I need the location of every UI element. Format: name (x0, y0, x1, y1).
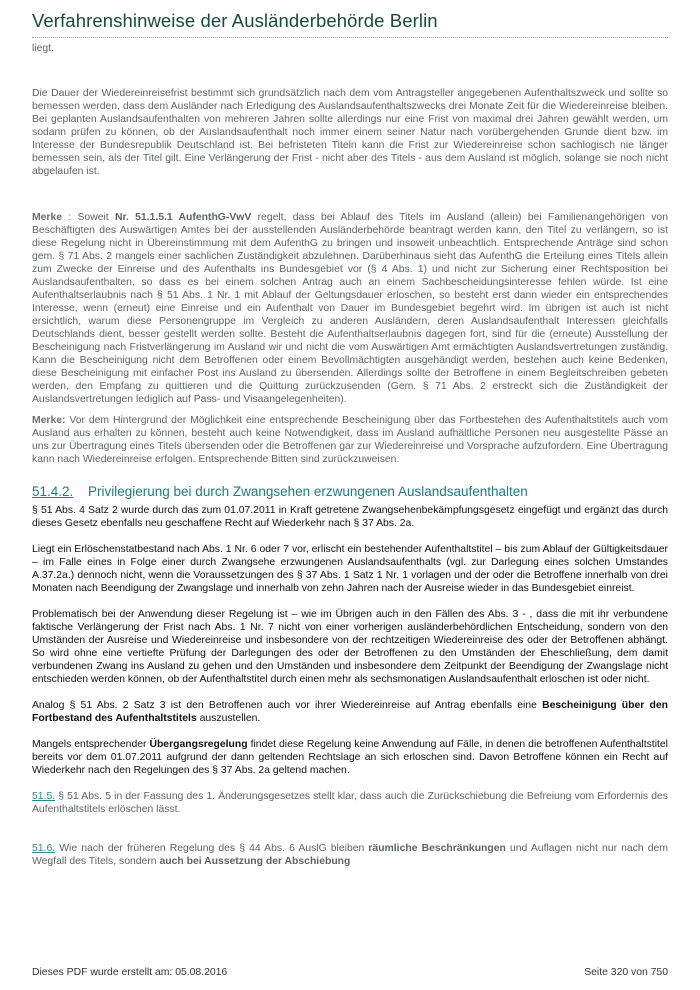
page-header (32, 10, 668, 38)
paragraph-problematisch: Problematisch bei der Anwendung dieser Regelung ist – wie im Übrigen auch in den Fällen des Abs. 3 - , dass die mit ihr verbundene faktische Verlängerung der Frist nach Abs. 1 Nr. 7 nicht von einer vorherigen ausländerbehördlichen Entscheidung, sondern von den Umständen der Ausreise und Wiedereinreise und insbesondere von der rechtzeitigen Wiedereinreise des oder der Betroffenen abhängt. So wird ohne eine vertiefte Prüfung der Darlegungen des oder der Betroffenen zu den Umständen der Eheschließung, dem damit verbundenen Zwang ins Ausland zu gehen und den Umständen und insbesondere dem Zeitpunkt der Beendigung der Zwangslage nicht entschieden werden können, ob der Aufenthaltstitel durch einen mehr als sechsmonatigen Auslandsaufenthalt erloschen ist oder nicht. (32, 609, 668, 685)
section-number[interactable]: 51.4.2. (32, 484, 74, 499)
analog-text: Analog § 51 Abs. 2 Satz 3 ist den Betroffenen auch vor ihrer Wiedereinreise auf Antrag ebenfalls eine (32, 700, 543, 711)
merke-label: Merke (32, 212, 63, 223)
paragraph-merke-2 (32, 414, 668, 466)
section-heading-text: Privilegierung bei durch Zwangsehen erzwungenen Auslandsaufenthalten (88, 484, 528, 499)
merke-reference: Nr. 51.1.5.1 AufenthG-VwV (114, 212, 252, 223)
page-title: Verfahrenshinweise der Ausländerbehörde Berlin (32, 10, 438, 31)
text-51-5: § 51 Abs. 5 in der Fassung des 1. Änderungsgesetzes stellt klar, dass auch die Zurückschiebung die Befreiung vom Erfordernis des Aufenthaltstitels erlöschen lässt. (32, 791, 668, 815)
uebergang-end: findet diese Regelung keine Anwendung auf Fälle, in denen die betroffenen Aufenthaltstitel bereits vor dem 01.07.2011 aufgrund der dann geltenden Rechtslage an sich erloschen sind. Davon Betroffene können ein Recht auf Wiederkehr nach den Regelungen des § 37 Abs. 2a geltend machen. (32, 739, 668, 776)
paragraph-zwangsehe-intro: § 51 Abs. 4 Satz 2 wurde durch das zum 01.07.2011 in Kraft getretene Zwangsehenbekämpfungsgesetz eingefügt und ergänzt das durch dieses Gesetz ebenfalls neu geschaffene Recht auf Wiederkehr nach § 37 Abs. 2a. (32, 505, 668, 529)
paragraph-continuation: liegt. (32, 43, 54, 54)
paragraph-merke-1 (32, 211, 668, 406)
uebergang-text: Mangels entsprechender (32, 739, 150, 750)
merke-label-2: Merke: (32, 415, 66, 426)
section-heading-51-4-2 (32, 484, 668, 500)
merke-sep: : Soweit (62, 212, 115, 223)
text-51-6-bold-2: auch bei Aussetzung der Abschiebung (159, 856, 351, 867)
ref-51-5-link[interactable]: 51.5. (32, 791, 56, 802)
document-body (32, 42, 668, 868)
merke-text-2: Vor dem Hintergrund der Möglichkeit eine entsprechende Bescheinigung über das Fortbestehen des Aufenthaltstitels auch vom Ausland aus erhalten zu können, besteht auch keine Notwendigkeit, dass im Ausland aufhältliche Personen neu ausgestellte Pässe an uns zur Übertragung eines Titels übersenden oder die Betroffenen gar zur Wiedereinreise und Vorsprache aufzufordern. Eine Übertragung kann nach Wiedereinreise erfolgen. Entsprechende Bitten sind zurückzuweisen. (32, 415, 668, 465)
analog-end: auszustellen. (196, 713, 261, 724)
paragraph-51-6 (32, 842, 668, 868)
text-51-6-a: Wie nach der früheren Regelung des § 44 Abs. 6 AuslG bleiben (55, 843, 369, 854)
paragraph-wiedereinreisefrist: Die Dauer der Wiedereinreisefrist bestimmt sich grundsätzlich nach dem vom Antragsteller angegebenen Aufenthaltszweck und sollte so bemessen werden, dass dem Ausländer nach Erledigung des Auslandsaufenthaltszwecks drei Monate Zeit für die Wiedereinreise bleiben. Bei geplanten Auslandsaufenthalten von mehreren Jahren sollte allerdings nur eine Frist von maximal drei Jahren gewählt werden, um sodann prüfen zu können, ob der Auslandsaufenthalt noch immer einem seiner Natur nach vorübergehenden Grunde dient bzw. im Interesse der Bundesrepublik Deutschland ist. Bei befristeten Titeln kann die Frist zur Wiedereinreise schon sachlogisch nie länger bemessen sein, als der Titel gilt. Eine Verlängerung der Frist - nicht aber des Titels - aus dem Ausland ist möglich, solange sie noch nicht abgelaufen ist. (32, 88, 668, 177)
ref-51-6-link[interactable]: 51.6. (32, 843, 56, 854)
paragraph-51-5 (32, 790, 668, 816)
page-footer (32, 967, 668, 978)
paragraph-erloeschen: Liegt ein Erlöschenstatbestand nach Abs. 1 Nr. 6 oder 7 vor, erlischt ein bestehender Aufenthaltstitel – bis zum Ablauf der Gültigkeitsdauer – im Falle eines in Folge einer durch Zwangsehe erzwungenen Auslandsaufenthalts (vgl. zur Darlegung eines solchen Umstandes A.37.2a.) dennoch nicht, wenn die Voraussetzungen des § 37 Abs. 1 Satz 1 Nr. 1 vorlagen und der oder die Betroffene innerhalb von drei Monaten nach Beendigung der Zwangslage und innerhalb von zehn Jahren nach der Ausreise wieder in das Bundesgebiet einreist. (32, 544, 668, 594)
analog-bold: Bescheinigung über den Fortbestand des Aufenthaltstitels (32, 700, 668, 724)
text-51-6-bold-1: räumliche Beschränkungen (368, 843, 506, 854)
text-51-6-c: und Auflagen nicht nur nach dem Wegfall des Titels, sondern (32, 843, 668, 867)
merke-text: regelt, dass bei Ablauf des Titels im Ausland (allein) bei Familienangehörigen von Beschäftigten des Auswärtigen Amtes bei der ausstellenden Ausländerbehörde beantragt werden kann, den Titel zu verlängern, so ist diese Regelung nicht in Übereinstimmung mit dem AufenthG zu bringen und insoweit unbeachtlich. Entsprechende Anträge sind schon gem. § 71 Abs. 2 mangels einer sachlichen Zuständigkeit abzulehnen. Darüberhinaus sieht das AufenthG die Erteilung eines Titels allein zum Zwecke der Einreise und des Aufenthalts ins Bundesgebiet vor (§ 4 Abs. 1) und nicht zur Sicherung einer Rechtsposition bei Auslandsaufenthalten, so dass es bei einem solchen Antrag auch an einem Sachbescheidungsinteresse fehlen würde. Ist eine Aufenthaltserlaubnis nach § 51 Abs. 1 Nr. 1 mit Ablauf der Geltungsdauer erloschen, so besteht erst dann wieder ein entsprechendes Interesse, wenn (erneut) eine Einreise und ein Aufenthalt von Dauer im Bundesgebiet begehrt wird. Im übrigen ist auch ist nicht ersichtlich, warum diese Personengruppe im Vergleich zu anderen Ausländern, deren Auslandsaufenthalt Interessen gleichfalls Deutschlands dient, besser gestellt werden sollte. Besteht die Aufenthaltserlaubnis dagegen fort, sind für die (erneute) Ausstellung der Bescheinigung nach Fristverlängerung im Ausland wir und nicht die vom Auswärtigen Amt ermächtigten Auslandsvertretungen zuständig. Kann die Bescheinigung nicht dem Betroffenen oder einem Bevollmächtigten ausgehändigt werden, bestehen auch keine Bedenken, diese Bescheinigung mit einfacher Post ins Ausland zu übersenden. Allerdings sollte der Betroffene in einem Begleitschreiben gebeten werden, den Empfang zu quittieren und die Quittung zurückzusenden (Gem. § 71 Abs. 2 erstreckt sich die Zuständigkeit der Auslandsvertretungen lediglich auf Pass- und Visaangelegenheiten). (32, 212, 668, 405)
footer-created: Dieses PDF wurde erstellt am: 05.08.2016 (32, 967, 228, 978)
paragraph-analog (32, 699, 668, 725)
footer-page-number: Seite 320 von 750 (584, 967, 668, 978)
uebergang-bold: Übergangsregelung (149, 739, 248, 750)
paragraph-uebergang (32, 738, 668, 777)
